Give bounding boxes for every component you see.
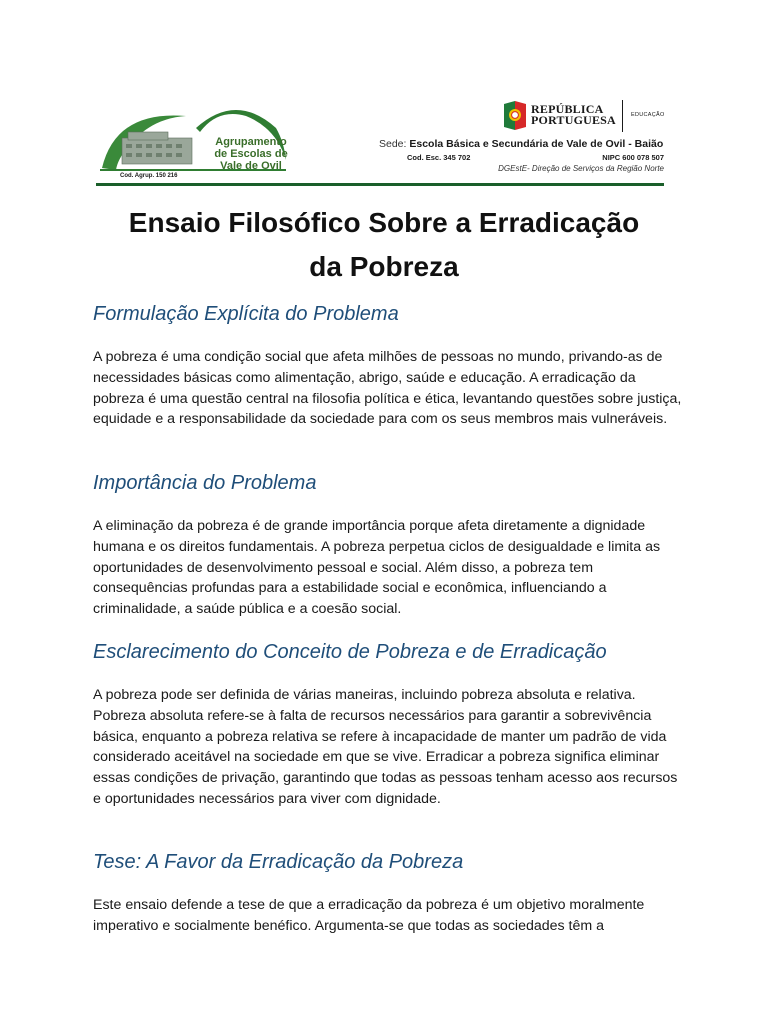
- portugal-flag-icon: [501, 100, 529, 132]
- government-separator: [622, 100, 623, 132]
- section-concept-clarification: [93, 639, 683, 810]
- school-logo: [96, 98, 296, 184]
- section-thesis: [93, 849, 683, 937]
- section-paragraph: A eliminação da pobreza é de grande importância porque afeta diretamente a dignidade humana e os direitos fundamentais. A pobreza perpetua ciclos de desigualdade e limita as oportunidades de desenvolvimento pessoal e social. Além disso, a pobreza tem consequências profundas para a estabilidade social e econômica, influenciando a criminalidade, a saúde pública e a coesão social.: [93, 518, 661, 618]
- section-paragraph: A pobreza pode ser definida de várias maneiras, incluindo pobreza absoluta e relativa. Pobreza absoluta refere-se à falta de recursos necessários para garantir a sobrevivência básica, enquanto a pobreza relativa se refere à incapacidade de manter um padrão de vida considerado aceitável na sociedade em que se vive. Erradicar a pobreza significa eliminar essas condições de privação, garantindo que todas as pessoas tenham acesso aos recursos e oportunidades necessários para viver com dignidade.: [93, 687, 678, 807]
- school-seat: [379, 138, 663, 150]
- logo-school-name: Agrupamento de Escolas de Vale de Ovil: [214, 136, 288, 172]
- letterhead: [96, 98, 666, 188]
- school-code: Cod. Esc. 345 702: [407, 153, 471, 162]
- section-paragraph: Este ensaio defende a tese de que a erradicação da pobreza é um objetivo moralmente imperativo e socialmente benéfico. Argumenta-se que todas as sociedades têm a: [93, 897, 645, 934]
- section-paragraph: A pobreza é uma condição social que afeta milhões de pessoas no mundo, privando-as de necessidades básicas como alimentação, abrigo, saúde e educação. A erradicação da pobreza é uma questão central na filosofia política e ética, levantando questões sobre justiça, equidade e a responsabilidade da sociedade para com os seus membros mais vulneráveis.: [93, 349, 682, 428]
- section-problem-formulation: [93, 301, 683, 430]
- logo-code: Cod. Agrup. 150 216: [120, 173, 178, 179]
- section-heading: Importância do Problema: [93, 472, 317, 494]
- title-line-1: Ensaio Filosófico Sobre a Erradicação: [128, 207, 640, 238]
- government-name: REPÚBLICA PORTUGUESA: [531, 102, 616, 127]
- section-problem-importance: [93, 470, 683, 620]
- title-line-2: da Pobreza: [309, 251, 459, 282]
- nipc-code: NIPC 600 078 507: [602, 153, 664, 162]
- sede-school: Escola Básica e Secundária de Vale de Ovil - Baião: [409, 138, 664, 150]
- section-heading: Tese: A Favor da Erradicação da Pobreza: [93, 851, 464, 873]
- section-heading: Formulação Explícita do Problema: [93, 303, 399, 325]
- document-title: [60, 201, 708, 289]
- sede-label: Sede:: [379, 138, 407, 150]
- header-divider: [96, 183, 664, 186]
- government-department: EDUCAÇÃO: [631, 112, 665, 118]
- dgeste-line: DGEstE- Direção de Serviços da Região Norte: [498, 164, 664, 173]
- government-logo: [501, 98, 671, 134]
- section-heading: Esclarecimento do Conceito de Pobreza e de Erradicação: [93, 641, 607, 663]
